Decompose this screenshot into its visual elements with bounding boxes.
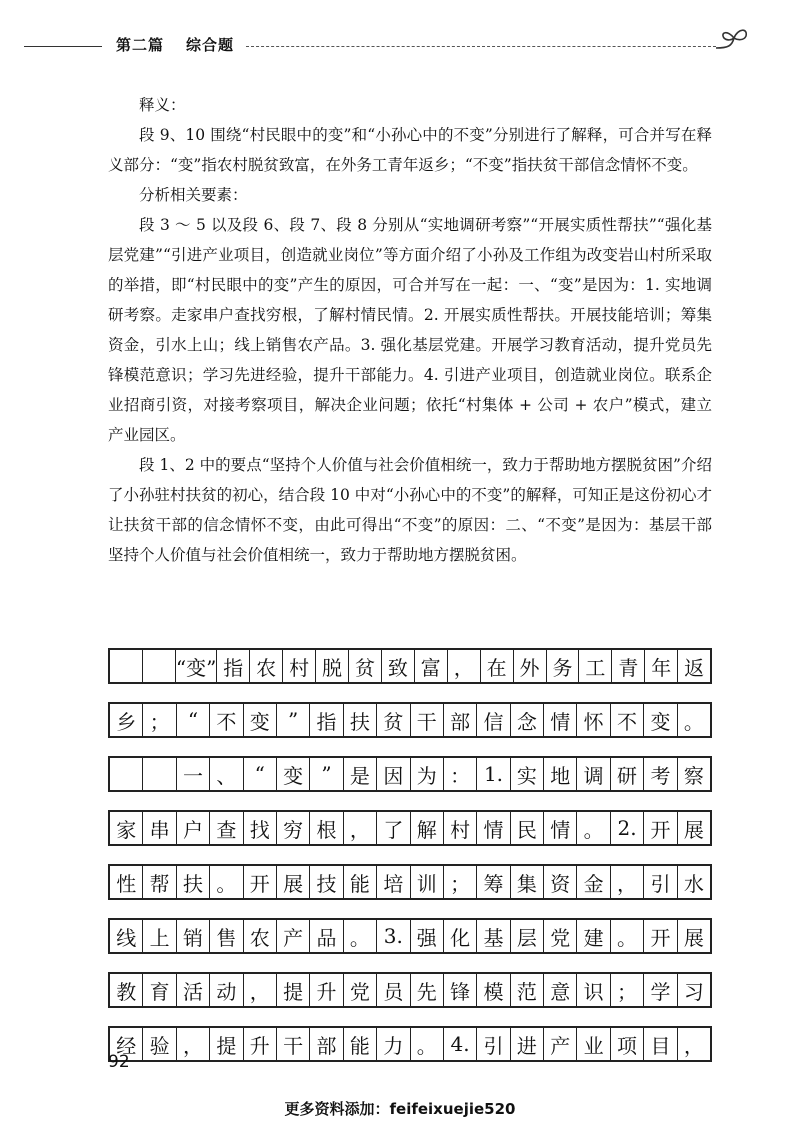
body-text [108, 90, 712, 570]
grid-cell: 干 [411, 704, 444, 736]
grid-cell: 念 [511, 704, 544, 736]
grid-cell: 建 [577, 920, 610, 952]
grid-row [108, 918, 712, 954]
grid-cell: ， [683, 1033, 704, 1058]
grid-cell: 调 [577, 758, 610, 790]
grid-cell: 业 [577, 1028, 610, 1060]
grid-cell: 怀 [577, 704, 610, 736]
grid-cell: 查 [210, 812, 243, 844]
grid-cell: 考 [644, 758, 677, 790]
grid-cell: 富 [415, 650, 448, 682]
grid-row [108, 972, 712, 1008]
answer-grid [108, 648, 712, 1080]
grid-cell: 实 [511, 758, 544, 790]
grid-cell: 。 [683, 709, 704, 734]
grid-cell: 基 [477, 920, 510, 952]
grid-cell: 解 [411, 812, 444, 844]
grid-cell: 情 [544, 812, 577, 844]
grid-cell [143, 758, 176, 790]
grid-cell: 党 [344, 974, 377, 1006]
grid-cell: 意 [544, 974, 577, 1006]
grid-cell: 提 [210, 1028, 243, 1060]
header-rule-right [246, 46, 716, 47]
header-title [116, 34, 234, 55]
grid-cell: ” [310, 758, 343, 790]
grid-cell: 脱 [316, 650, 349, 682]
grid-cell: 青 [612, 650, 645, 682]
grid-cell: 。 [611, 920, 644, 952]
grid-cell: ， [344, 812, 377, 844]
grid-cell: ： [444, 758, 477, 790]
grid-cell: 信 [477, 704, 510, 736]
grid-cell: 农 [250, 650, 283, 682]
grid-cell: 察 [683, 763, 704, 788]
grid-cell: “ [177, 704, 210, 736]
grid-row [108, 756, 712, 792]
grid-cell: 水 [683, 871, 704, 896]
grid-cell: 上 [143, 920, 176, 952]
grid-cell: 致 [382, 650, 415, 682]
grid-cell: 模 [477, 974, 510, 1006]
grid-cell: 金 [577, 866, 610, 898]
grid-cell: 情 [544, 704, 577, 736]
grid-cell: 帮 [143, 866, 176, 898]
grid-cell: ， [611, 866, 644, 898]
grid-cell: 层 [511, 920, 544, 952]
grid-cell: 扶 [344, 704, 377, 736]
page-number: 92 [108, 1052, 130, 1072]
grid-cell: 变 [277, 758, 310, 790]
grid-cell: 产 [544, 1028, 577, 1060]
grid-cell: 为 [411, 758, 444, 790]
grid-cell: 根 [310, 812, 343, 844]
grid-cell: 范 [511, 974, 544, 1006]
grid-cell: 了 [377, 812, 410, 844]
grid-row [108, 810, 712, 846]
grid-cell: 村 [444, 812, 477, 844]
grid-cell: 农 [244, 920, 277, 952]
grid-cell: 部 [310, 1028, 343, 1060]
grid-cell: 经 [110, 1028, 143, 1060]
grid-cell: 村 [283, 650, 316, 682]
sprout-icon [714, 24, 754, 54]
grid-cell [143, 650, 176, 682]
grid-cell: 部 [444, 704, 477, 736]
grid-cell: 教 [110, 974, 143, 1006]
grid-cell: 3. [377, 920, 410, 952]
grid-cell: 返 [684, 655, 705, 680]
grid-cell: 2. [611, 812, 644, 844]
grid-cell: 民 [511, 812, 544, 844]
grid-cell: 力 [377, 1028, 410, 1060]
grid-cell: 目 [644, 1028, 677, 1060]
grid-cell: 指 [310, 704, 343, 736]
grid-cell: 不 [611, 704, 644, 736]
grid-cell: 升 [310, 974, 343, 1006]
grid-cell: 情 [477, 812, 510, 844]
grid-cell: ； [143, 704, 176, 736]
grid-cell: 化 [444, 920, 477, 952]
grid-cell: 展 [683, 817, 704, 842]
grid-cell: 1. [477, 758, 510, 790]
grid-cell: ” [277, 704, 310, 736]
grid-cell: 户 [177, 812, 210, 844]
grid-cell: 进 [511, 1028, 544, 1060]
grid-cell: 展 [683, 925, 704, 950]
grid-cell: 升 [244, 1028, 277, 1060]
paragraph: 释义： [139, 96, 186, 114]
grid-cell: ； [444, 866, 477, 898]
grid-cell [110, 650, 143, 682]
grid-cell: 线 [110, 920, 143, 952]
grid-cell: “ [244, 758, 277, 790]
grid-cell: 家 [110, 812, 143, 844]
grid-cell: 乡 [110, 704, 143, 736]
grid-cell: 先 [411, 974, 444, 1006]
grid-cell: 动 [210, 974, 243, 1006]
grid-cell: 务 [547, 650, 580, 682]
grid-cell: 。 [210, 866, 243, 898]
grid-cell: 一 [177, 758, 210, 790]
grid-cell: 集 [511, 866, 544, 898]
grid-cell: 产 [277, 920, 310, 952]
grid-cell: 活 [177, 974, 210, 1006]
grid-cell: 是 [344, 758, 377, 790]
grid-cell: 提 [277, 974, 310, 1006]
grid-cell: 筹 [477, 866, 510, 898]
grid-row [108, 648, 712, 684]
grid-cell: 变 [644, 704, 677, 736]
header-rule-left [24, 46, 102, 47]
grid-cell: 项 [611, 1028, 644, 1060]
grid-cell: 研 [611, 758, 644, 790]
grid-cell: 开 [244, 866, 277, 898]
grid-cell: 扶 [177, 866, 210, 898]
grid-cell: 展 [277, 866, 310, 898]
grid-cell: 外 [514, 650, 547, 682]
grid-cell [110, 758, 143, 790]
grid-cell: 资 [544, 866, 577, 898]
grid-cell: 串 [143, 812, 176, 844]
grid-cell: 销 [177, 920, 210, 952]
grid-cell: 贫 [349, 650, 382, 682]
grid-cell: 开 [644, 812, 677, 844]
grid-cell: 训 [411, 866, 444, 898]
grid-cell: 性 [110, 866, 143, 898]
grid-cell: 指 [217, 650, 250, 682]
grid-cell: ； [611, 974, 644, 1006]
header-section: 综合题 [186, 36, 235, 54]
grid-cell: 引 [477, 1028, 510, 1060]
grid-cell: 。 [344, 920, 377, 952]
grid-cell: 开 [644, 920, 677, 952]
footer-note: 更多资料添加：feifeixuejie520 [284, 1100, 516, 1118]
grid-cell: 品 [310, 920, 343, 952]
grid-cell: 育 [143, 974, 176, 1006]
grid-cell: 不 [210, 704, 243, 736]
grid-cell: 能 [344, 1028, 377, 1060]
grid-cell: 干 [277, 1028, 310, 1060]
grid-cell: 。 [577, 812, 610, 844]
grid-cell: 。 [411, 1028, 444, 1060]
grid-cell: 能 [344, 866, 377, 898]
paragraph: 分析相关要素： [139, 186, 248, 204]
grid-cell: 年 [645, 650, 678, 682]
grid-cell: 员 [377, 974, 410, 1006]
grid-cell: 变 [244, 704, 277, 736]
grid-cell: 技 [310, 866, 343, 898]
grid-cell: “变” [176, 650, 217, 682]
grid-cell: 售 [210, 920, 243, 952]
grid-cell: 地 [544, 758, 577, 790]
running-header [24, 24, 774, 64]
grid-row [108, 702, 712, 738]
grid-row [108, 1026, 712, 1062]
grid-cell: 党 [544, 920, 577, 952]
grid-cell: ， [448, 650, 481, 682]
grid-cell: 培 [377, 866, 410, 898]
grid-cell: 因 [377, 758, 410, 790]
grid-cell: 贫 [377, 704, 410, 736]
grid-cell: 穷 [277, 812, 310, 844]
grid-cell: 工 [579, 650, 612, 682]
grid-cell: 识 [577, 974, 610, 1006]
paragraph: 段 1、2 中的要点“坚持个人价值与社会价值相统一，致力于帮助地方摆脱贫困”介绍了小孙驻村扶贫的初心，结合段 10 中对“小孙心中的不变”的解释，可知正是这份初心才让扶贫干部的信念情怀不变，由此可得出“不变”的原因：二、“不变”是因为：基层干部坚持个人价值与社会价值相统一，致力于帮助地方摆脱贫困。 [108, 456, 712, 564]
grid-cell: 在 [481, 650, 514, 682]
grid-cell: 找 [244, 812, 277, 844]
grid-cell: 锋 [444, 974, 477, 1006]
grid-row [108, 864, 712, 900]
grid-cell: 、 [210, 758, 243, 790]
grid-cell: 学 [644, 974, 677, 1006]
grid-cell: 强 [411, 920, 444, 952]
grid-cell: 4. [444, 1028, 477, 1060]
header-part: 第二篇 [116, 36, 165, 54]
grid-cell: ， [177, 1028, 210, 1060]
paragraph: 段 3 ～ 5 以及段 6、段 7、段 8 分别从“实地调研考察”“开展实质性帮扶”“强化基层党建”“引进产业项目，创造就业岗位”等方面介绍了小孙及工作组为改变岩山村所采取的举措，即“村民眼中的变”产生的原因，可合并写在一起：一、“变”是因为：1. 实地调研考察。走家串户查找穷根，了解村情民情。2. 开展实质性帮扶。开展技能培训；筹集资金，引水上山；线上销售农产品。3. 强化基层党建。开展学习教育活动，提升党员先锋模范意识；学习先进经验，提升干部能力。4. 引进产业项目，创造就业岗位。联系企业招商引资，对接考察项目，解决企业问题；依托“村集体 + 公司 + 农户”模式，建立产业园区。 [108, 216, 712, 444]
grid-cell: ， [244, 974, 277, 1006]
grid-cell: 验 [143, 1028, 176, 1060]
grid-cell: 习 [683, 979, 704, 1004]
grid-cell: 引 [644, 866, 677, 898]
paragraph: 段 9、10 围绕“村民眼中的变”和“小孙心中的不变”分别进行了解释，可合并写在释义部分：“变”指农村脱贫致富，在外务工青年返乡；“不变”指扶贫干部信念情怀不变。 [108, 126, 712, 174]
